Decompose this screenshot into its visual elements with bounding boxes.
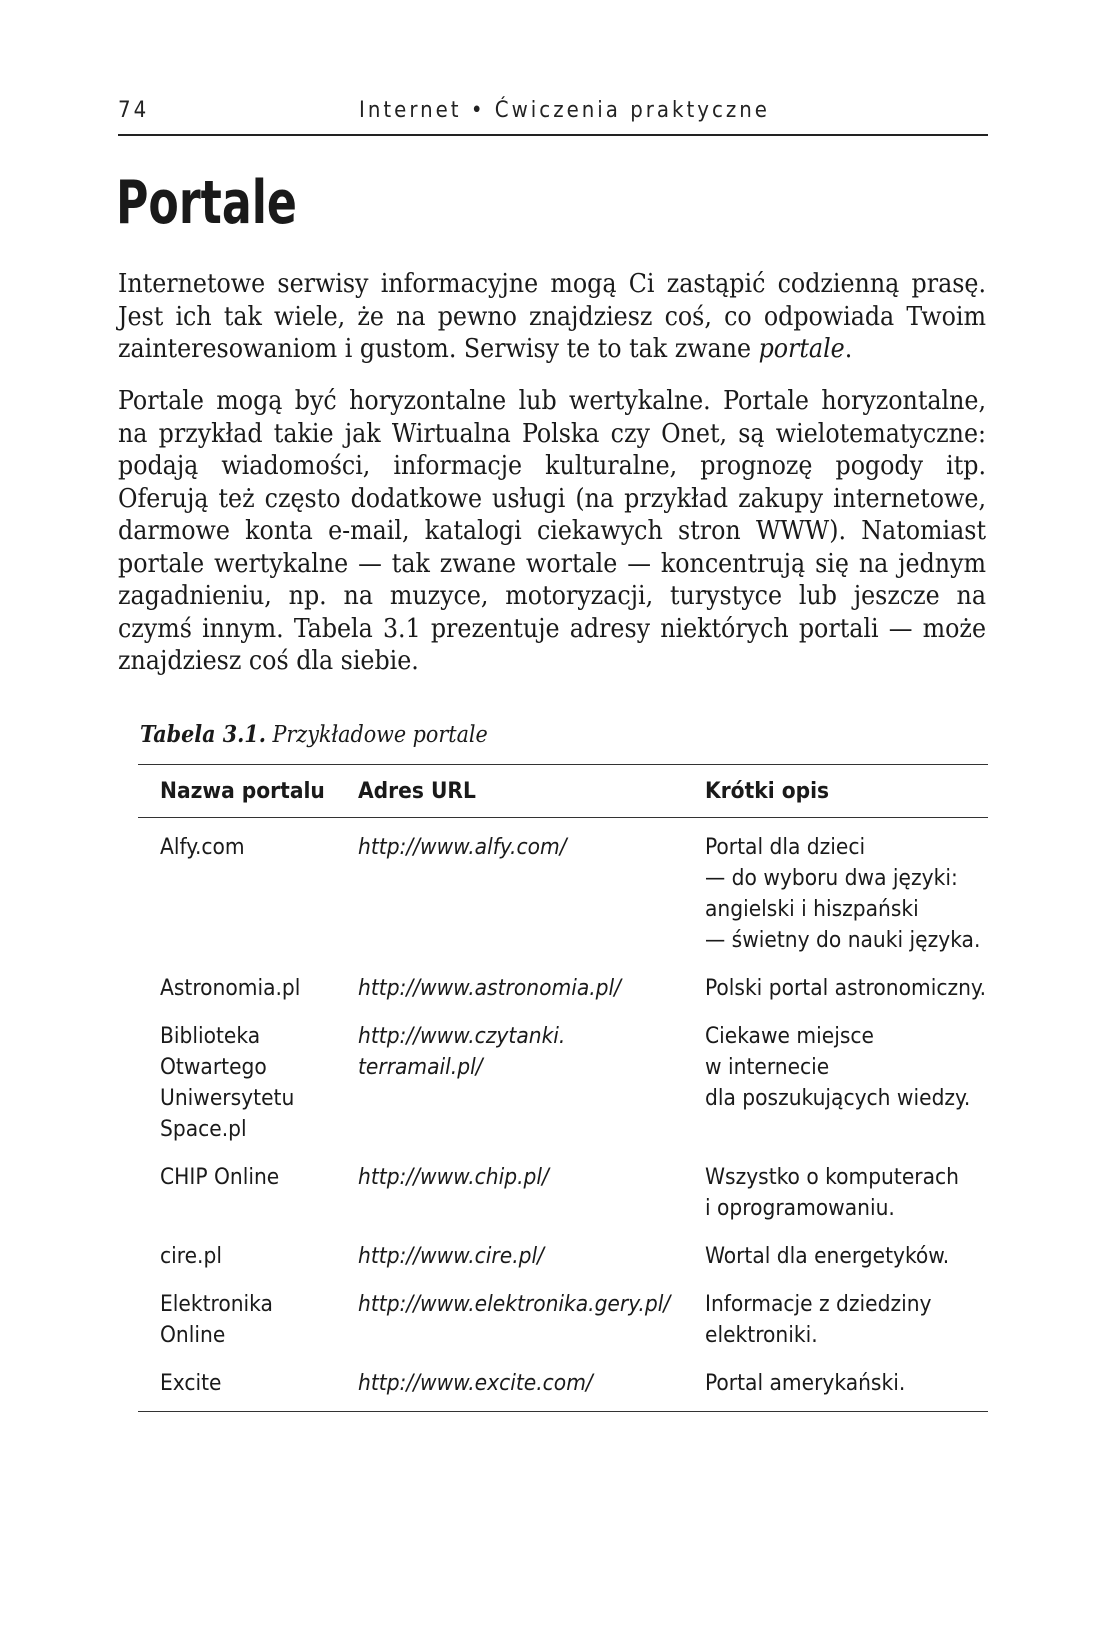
portal-name: Excite [160,1370,222,1396]
portals-table [138,764,988,1412]
section-title: Portale [116,168,297,238]
portal-url[interactable]: http://www.elektronika.gery.pl/ [358,1291,671,1317]
paragraph-intro [118,268,986,366]
portal-name: Elektronika Online [160,1291,273,1348]
portal-description: Polski portal astronomiczny. [705,975,987,1001]
table-row [138,973,988,1021]
column-header-description: Krótki opis [683,765,988,818]
running-title: Internet • Ćwiczenia praktyczne [359,98,770,123]
portal-description: Portal amerykański. [705,1370,906,1396]
portal-name: Biblioteka Otwartego Uniwersytetu Space.pl [160,1023,295,1142]
table-header-row [138,765,988,818]
table-row [138,1289,988,1368]
portal-description: Informacje z dziedziny elektroniki. [705,1291,932,1348]
table-row [138,818,988,974]
portal-url[interactable]: http://www.excite.com/ [358,1370,593,1396]
portal-description: Ciekawe miejsce w internecie dla poszukujących wiedzy. [705,1023,971,1111]
portal-url[interactable]: http://www.czytanki. terramail.pl/ [358,1023,566,1080]
portal-name: Astronomia.pl [160,975,301,1001]
portal-description: Portal dla dzieci — do wyboru dwa języki: angielski i hiszpański — świetny do nauki języka. [705,834,981,953]
portal-url[interactable]: http://www.cire.pl/ [358,1243,544,1269]
table-row [138,1368,988,1412]
paragraph-intro-text: Internetowe serwisy informacyjne mogą Ci zastąpić codzienną prasę. Jest ich tak wiele, że na pewno znajdziesz coś, co odpowiada Twoim zainteresowaniom i gustom. Serwisy te to tak zwane [118,268,986,364]
paragraph-types: Portale mogą być horyzontalne lub wertykalne. Portale horyzontalne, na przykład takie jak Wirtualna Polska czy Onet, są wielotematyczne: podają wiadomości, informacje kulturalne, prognozę pogody itp. Oferują też często dodatkowe usługi (na przykład zakupy internetowe, darmowe konta e-mail, katalogi ciekawych stron WWW). Natomiast portale wertykalne — tak zwane wortale — koncentrują się na jednym zagadnieniu, np. na muzyce, motoryzacji, turystyce lub jeszcze na czymś innym. Tabela 3.1 prezentuje adresy niektórych portali — może znajdziesz coś dla siebie. [118,385,986,676]
table-caption-label: Tabela 3.1. [140,721,266,748]
column-header-name: Nazwa portalu [138,765,336,818]
column-header-url: Adres URL [336,765,683,818]
portal-name: cire.pl [160,1243,222,1269]
portal-description: Wszystko o komputerach i oprogramowaniu. [705,1164,959,1221]
table-row [138,1162,988,1241]
portal-url[interactable]: http://www.alfy.com/ [358,834,567,860]
term-portale: portale [758,333,845,364]
portal-name: Alfy.com [160,834,245,860]
portal-name: CHIP Online [160,1164,280,1190]
page-number: 74 [118,98,150,123]
portal-url[interactable]: http://www.astronomia.pl/ [358,975,621,1001]
portal-description: Wortal dla energetyków. [705,1243,950,1269]
table-row [138,1021,988,1162]
running-header [118,96,988,136]
paragraph-intro-end: . [844,333,853,364]
portal-url[interactable]: http://www.chip.pl/ [358,1164,549,1190]
table-caption [140,721,488,748]
table-row [138,1241,988,1289]
table-caption-text: Przykładowe portale [272,722,488,748]
